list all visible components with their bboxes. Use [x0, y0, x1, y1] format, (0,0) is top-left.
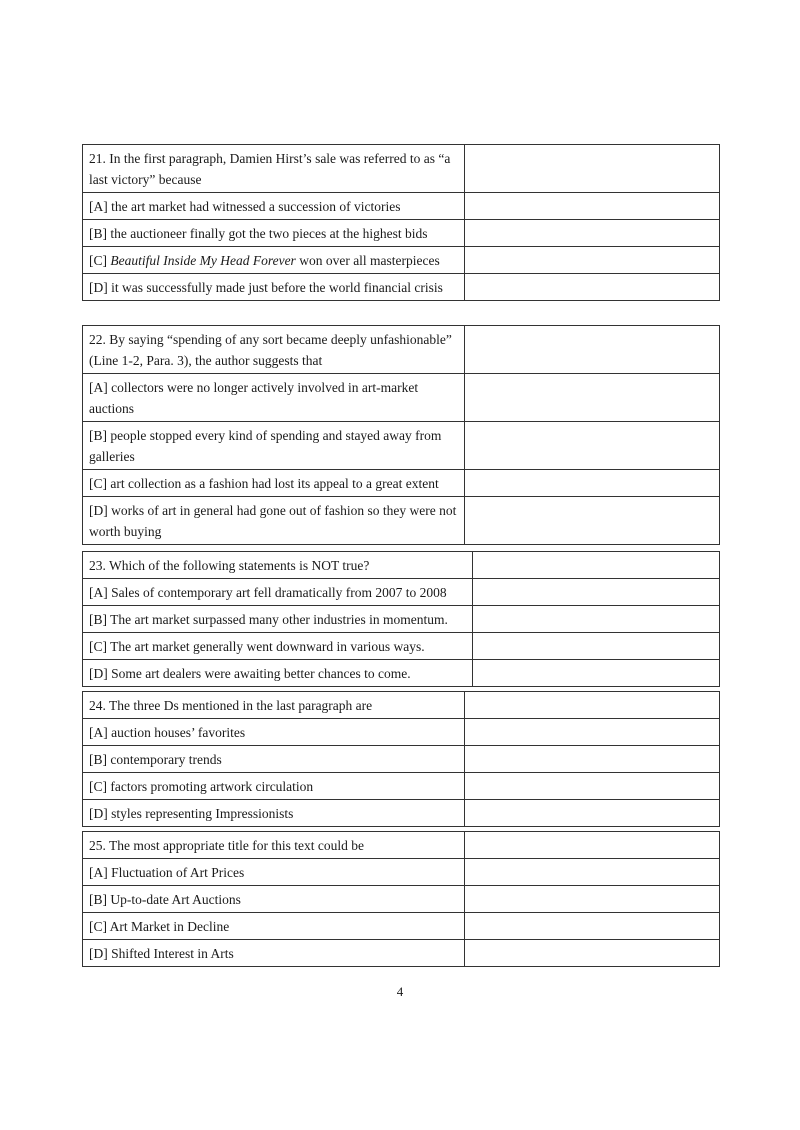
answer-cell[interactable]: [473, 552, 720, 579]
option-d: [D] it was successfully made just before the world financial crisis: [83, 274, 465, 301]
option-row: [83, 247, 720, 274]
option-row: [83, 633, 720, 660]
option-row: [83, 800, 720, 827]
option-row: [83, 497, 720, 545]
option-a: [A] the art market had witnessed a succession of victories: [83, 193, 465, 220]
option-c: [C] Art Market in Decline: [83, 913, 465, 940]
question-stem: 22. By saying “spending of any sort became deeply unfashionable” (Line 1-2, Para. 3), the author suggests that: [83, 326, 465, 374]
option-a: [A] Sales of contemporary art fell dramatically from 2007 to 2008: [83, 579, 473, 606]
question-stem-row: [83, 145, 720, 193]
option-c: [C] factors promoting artwork circulation: [83, 773, 465, 800]
option-row: [83, 940, 720, 967]
answer-cell[interactable]: [465, 247, 720, 274]
question-25-table: [82, 831, 720, 967]
option-row: [83, 374, 720, 422]
question-22-table: [82, 325, 720, 545]
question-stem: 24. The three Ds mentioned in the last paragraph are: [83, 692, 465, 719]
answer-cell[interactable]: [465, 692, 720, 719]
option-b: [B] people stopped every kind of spending and stayed away from galleries: [83, 422, 465, 470]
page-number: 4: [396, 984, 404, 999]
option-row: [83, 913, 720, 940]
option-row: [83, 746, 720, 773]
option-b: [B] contemporary trends: [83, 746, 465, 773]
option-c-prefix: [C]: [89, 253, 111, 268]
answer-cell[interactable]: [465, 746, 720, 773]
answer-cell[interactable]: [465, 470, 720, 497]
option-c: [C] The art market generally went downward in various ways.: [83, 633, 473, 660]
answer-cell[interactable]: [465, 913, 720, 940]
option-b: [B] The art market surpassed many other industries in momentum.: [83, 606, 473, 633]
question-stem-row: [83, 692, 720, 719]
answer-cell[interactable]: [465, 859, 720, 886]
option-row: [83, 579, 720, 606]
answer-cell[interactable]: [465, 800, 720, 827]
answer-cell[interactable]: [465, 274, 720, 301]
option-c: [83, 247, 465, 274]
answer-cell[interactable]: [465, 220, 720, 247]
option-b: [B] the auctioneer finally got the two pieces at the highest bids: [83, 220, 465, 247]
answer-cell[interactable]: [465, 326, 720, 374]
option-row: [83, 606, 720, 633]
option-d: [D] Shifted Interest in Arts: [83, 940, 465, 967]
option-a: [A] collectors were no longer actively involved in art-market auctions: [83, 374, 465, 422]
option-row: [83, 859, 720, 886]
option-row: [83, 220, 720, 247]
option-a: [A] Fluctuation of Art Prices: [83, 859, 465, 886]
question-24-table: [82, 691, 720, 827]
option-row: [83, 660, 720, 687]
question-stem-row: [83, 552, 720, 579]
answer-cell[interactable]: [465, 940, 720, 967]
answer-cell[interactable]: [465, 497, 720, 545]
option-c: [C] art collection as a fashion had lost its appeal to a great extent: [83, 470, 465, 497]
option-row: [83, 193, 720, 220]
answer-cell[interactable]: [465, 374, 720, 422]
answer-cell[interactable]: [473, 606, 720, 633]
option-b: [B] Up-to-date Art Auctions: [83, 886, 465, 913]
option-row: [83, 773, 720, 800]
question-stem-row: [83, 832, 720, 859]
question-stem: 23. Which of the following statements is NOT true?: [83, 552, 473, 579]
answer-cell[interactable]: [473, 579, 720, 606]
answer-cell[interactable]: [465, 193, 720, 220]
question-21-table: [82, 144, 720, 301]
option-d: [D] works of art in general had gone out of fashion so they were not worth buying: [83, 497, 465, 545]
answer-cell[interactable]: [473, 633, 720, 660]
answer-cell[interactable]: [465, 773, 720, 800]
option-a: [A] auction houses’ favorites: [83, 719, 465, 746]
answer-cell[interactable]: [465, 719, 720, 746]
option-row: [83, 470, 720, 497]
option-row: [83, 274, 720, 301]
question-stem: 25. The most appropriate title for this text could be: [83, 832, 465, 859]
question-stem: 21. In the first paragraph, Damien Hirst’s sale was referred to as “a last victory” because: [83, 145, 465, 193]
option-row: [83, 719, 720, 746]
answer-cell[interactable]: [465, 422, 720, 470]
answer-cell[interactable]: [465, 832, 720, 859]
option-d: [D] Some art dealers were awaiting better chances to come.: [83, 660, 473, 687]
option-c-title: Beautiful Inside My Head Forever: [110, 253, 296, 268]
answer-cell[interactable]: [465, 145, 720, 193]
question-stem-row: [83, 326, 720, 374]
option-row: [83, 886, 720, 913]
option-c-suffix: won over all masterpieces: [295, 253, 440, 268]
option-d: [D] styles representing Impressionists: [83, 800, 465, 827]
question-23-table: [82, 551, 720, 687]
answer-cell[interactable]: [473, 660, 720, 687]
option-row: [83, 422, 720, 470]
answer-cell[interactable]: [465, 886, 720, 913]
